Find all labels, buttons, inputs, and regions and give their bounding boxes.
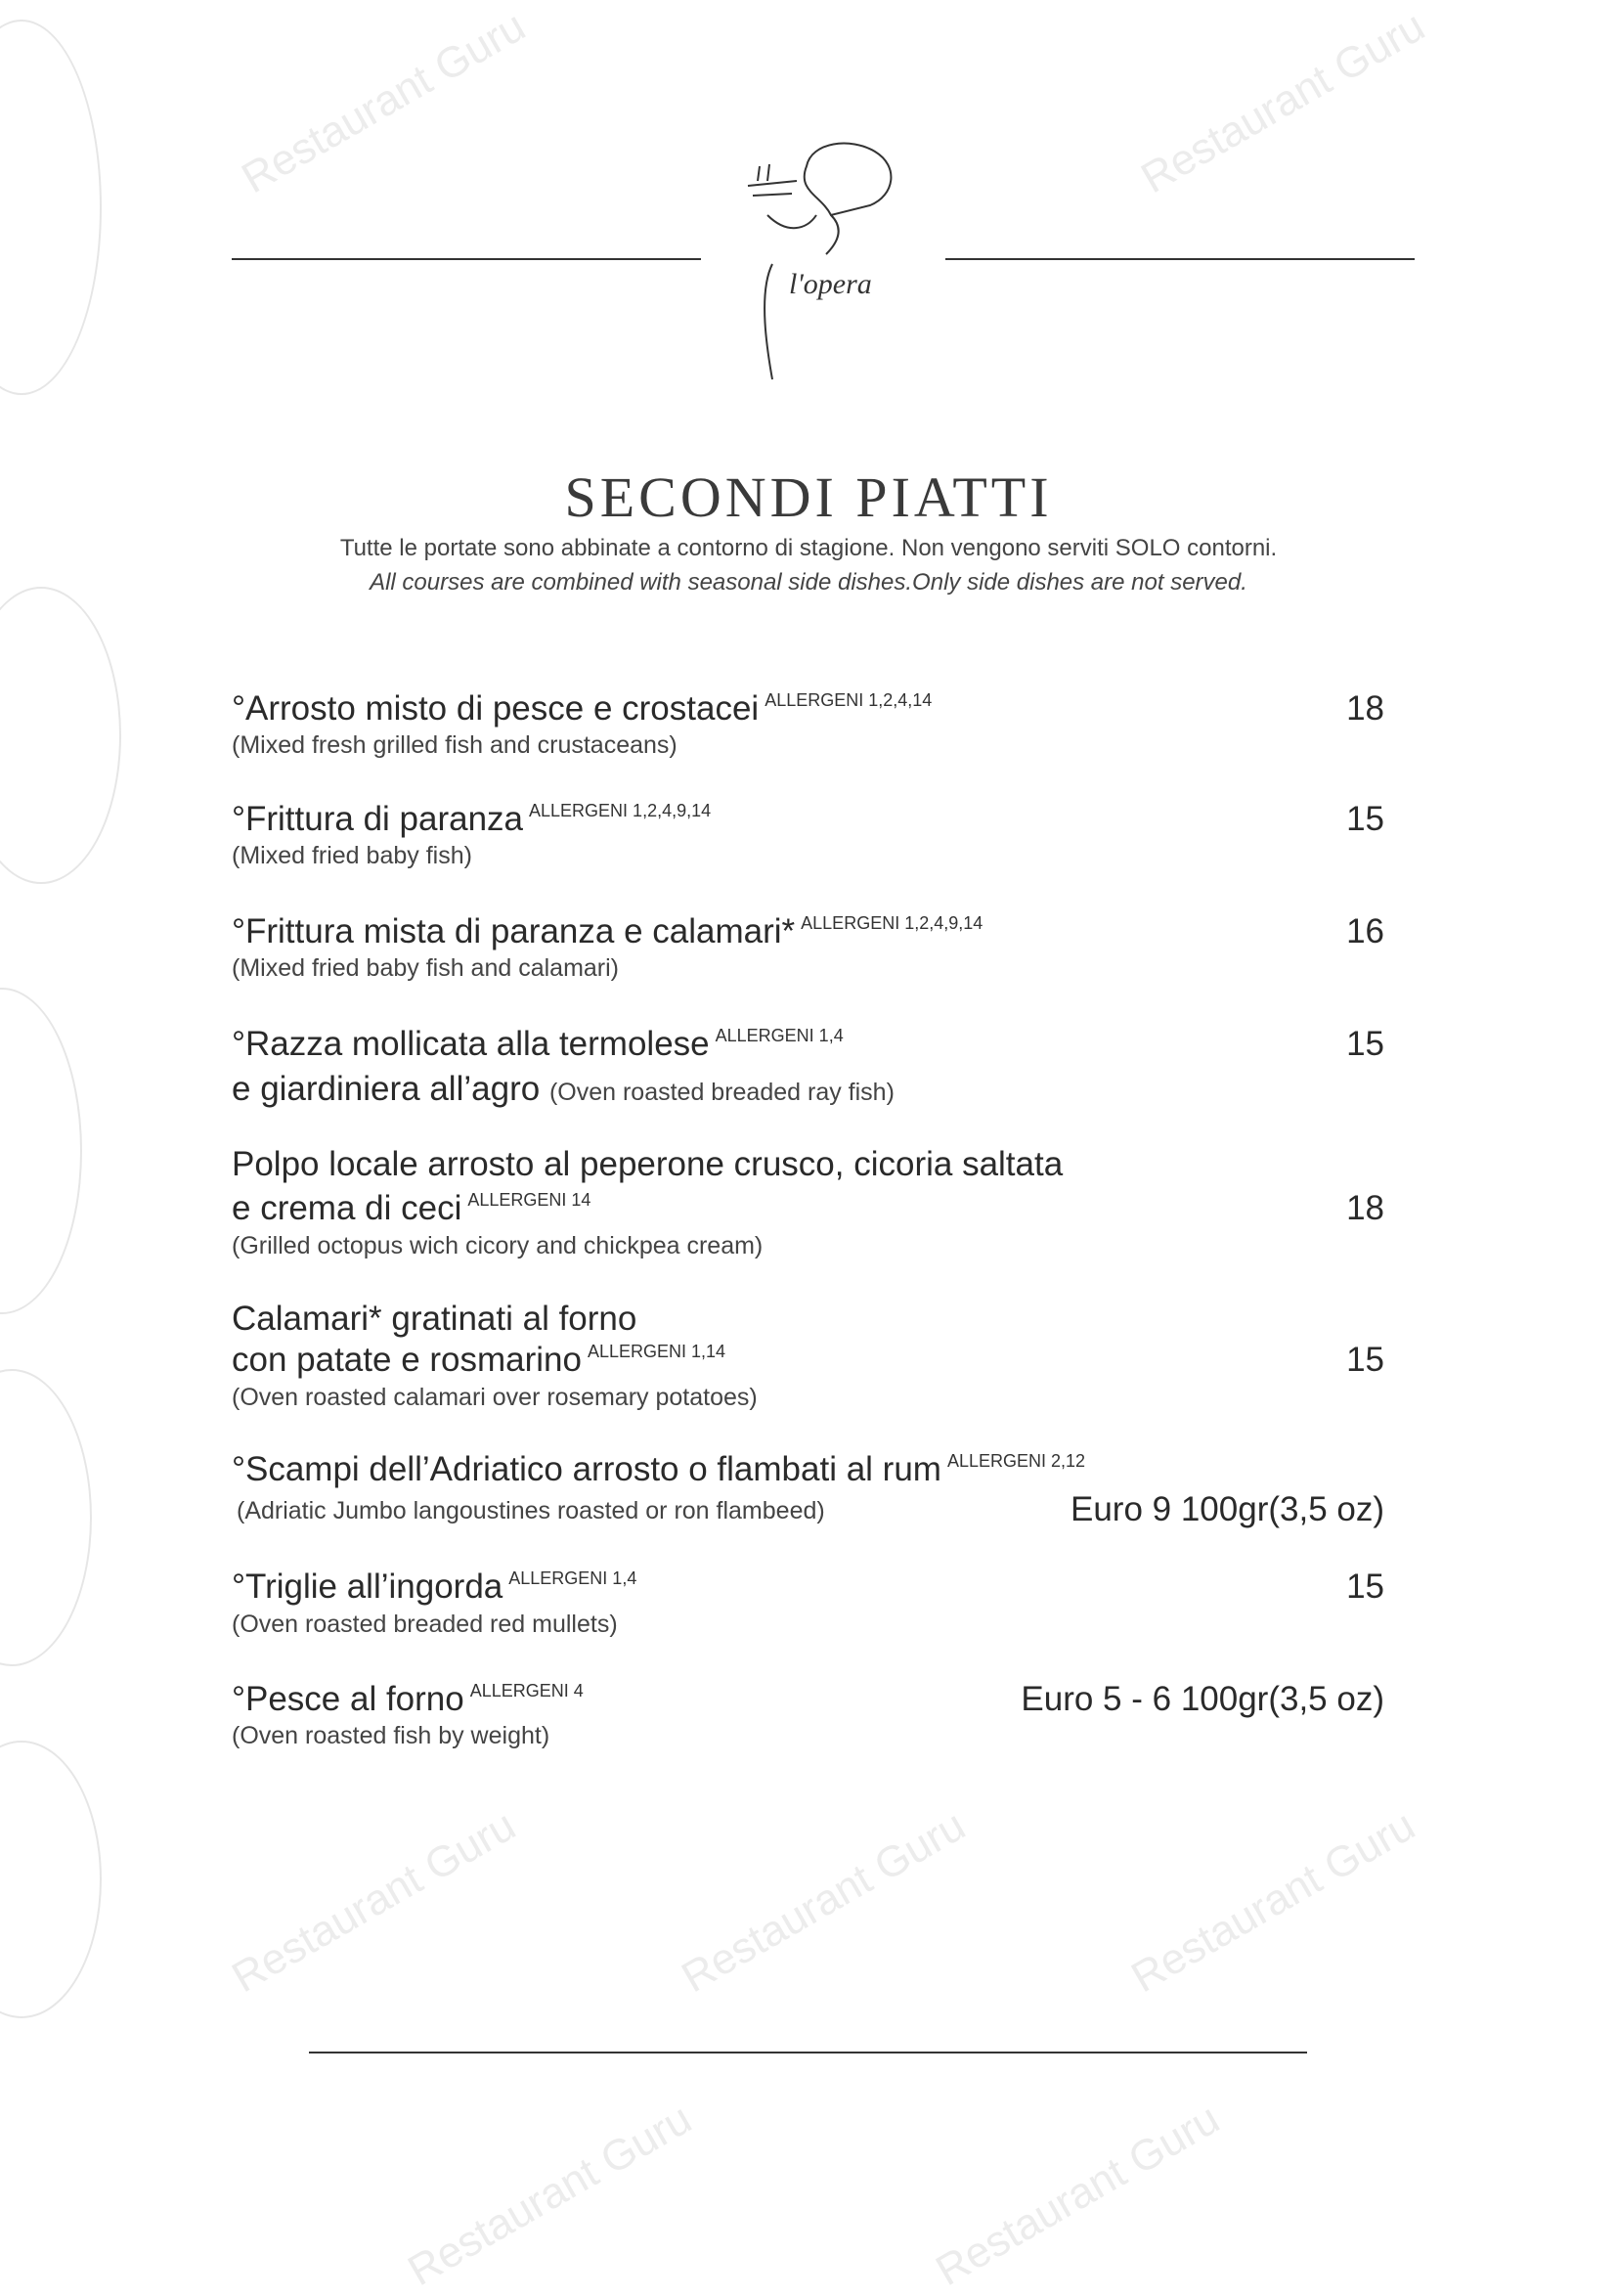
footer-divider [309, 2052, 1307, 2053]
item-allergens: ALLERGENI 1,2,4,9,14 [529, 801, 712, 820]
item-name-line2: e giardiniera all’agro [232, 1070, 541, 1108]
item-name: Calamari* gratinati al forno [232, 1300, 637, 1338]
header-divider-right [945, 258, 1415, 260]
page-title: SECONDI PIATTI [564, 465, 1053, 529]
crab-sketch-decoration [0, 988, 82, 1314]
item-description: (Oven roasted breaded ray fish) [548, 1079, 895, 1106]
logo-text: l'opera [789, 268, 872, 300]
watermark: Restaurant Guru [224, 1801, 524, 2003]
item-name: °Razza mollicata alla termolese [232, 1025, 710, 1063]
flatfish-sketch-decoration [0, 1369, 92, 1666]
watermark: Restaurant Guru [400, 2095, 700, 2296]
item-allergens: ALLERGENI 1,2,4,14 [765, 690, 933, 710]
item-description: (Mixed fried baby fish and calamari) [232, 954, 619, 982]
watermark: Restaurant Guru [1123, 1801, 1423, 2003]
watermark: Restaurant Guru [674, 1801, 974, 2003]
chef-hat-icon [738, 137, 914, 381]
item-price: Euro 9 100gr(3,5 oz) [1070, 1490, 1384, 1528]
item-name: °Pesce al forno [232, 1680, 464, 1718]
item-price: 16 [1346, 912, 1384, 950]
header-divider-left [232, 258, 701, 260]
item-allergens: ALLERGENI 14 [467, 1190, 591, 1210]
item-name-line2: e crema di ceci [232, 1189, 462, 1227]
item-description: (Oven roasted calamari over rosemary potatoes) [232, 1384, 758, 1411]
subtitle-english: All courses are combined with seasonal side dishes.Only side dishes are not served. [370, 569, 1247, 596]
item-name: °Scampi dell’Adriatico arrosto o flambati al rum [232, 1450, 941, 1488]
item-price: 15 [1346, 1025, 1384, 1063]
item-description: (Oven roasted fish by weight) [232, 1722, 550, 1749]
fish-sketch-decoration [0, 20, 102, 395]
item-allergens: ALLERGENI 1,4 [715, 1026, 844, 1045]
item-description: (Oven roasted breaded red mullets) [232, 1611, 618, 1638]
item-name: °Frittura di paranza [232, 800, 524, 838]
item-price: 18 [1346, 1189, 1384, 1227]
watermark: Restaurant Guru [1133, 2, 1433, 203]
item-allergens: ALLERGENI 1,2,4,9,14 [801, 913, 983, 933]
mussel-sketch-decoration [0, 587, 121, 884]
item-name-line2: con patate e rosmarino [232, 1341, 582, 1379]
item-allergens: ALLERGENI 2,12 [946, 1451, 1086, 1471]
fish-head-sketch-decoration [0, 1741, 102, 2018]
item-price: 15 [1346, 1341, 1384, 1379]
item-name: °Arrosto misto di pesce e crostacei [232, 689, 760, 728]
item-description: (Mixed fresh grilled fish and crustaceans) [232, 731, 677, 759]
item-allergens: ALLERGENI 1,4 [508, 1568, 637, 1588]
item-price: 15 [1346, 800, 1384, 838]
watermark: Restaurant Guru [234, 2, 534, 203]
item-price: 15 [1346, 1567, 1384, 1606]
item-description: (Mixed fried baby fish) [232, 842, 472, 869]
item-description: (Adriatic Jumbo langoustines roasted or ron flambeed) [237, 1497, 825, 1524]
item-name: Polpo locale arrosto al peperone crusco, cicoria saltata [232, 1145, 1064, 1183]
item-allergens: ALLERGENI 1,14 [587, 1342, 726, 1361]
subtitle-italian: Tutte le portate sono abbinate a contorno di stagione. Non vengono serviti SOLO contorni. [339, 535, 1278, 561]
item-name: °Triglie all’ingorda [232, 1567, 503, 1606]
item-description: (Grilled octopus wich cicory and chickpea cream) [232, 1232, 764, 1259]
watermark: Restaurant Guru [928, 2095, 1228, 2296]
item-allergens: ALLERGENI 4 [469, 1681, 584, 1700]
item-price: 18 [1346, 689, 1384, 728]
logo [738, 137, 914, 381]
item-price: Euro 5 - 6 100gr(3,5 oz) [1021, 1680, 1384, 1718]
item-name: °Frittura mista di paranza e calamari* [232, 912, 796, 950]
